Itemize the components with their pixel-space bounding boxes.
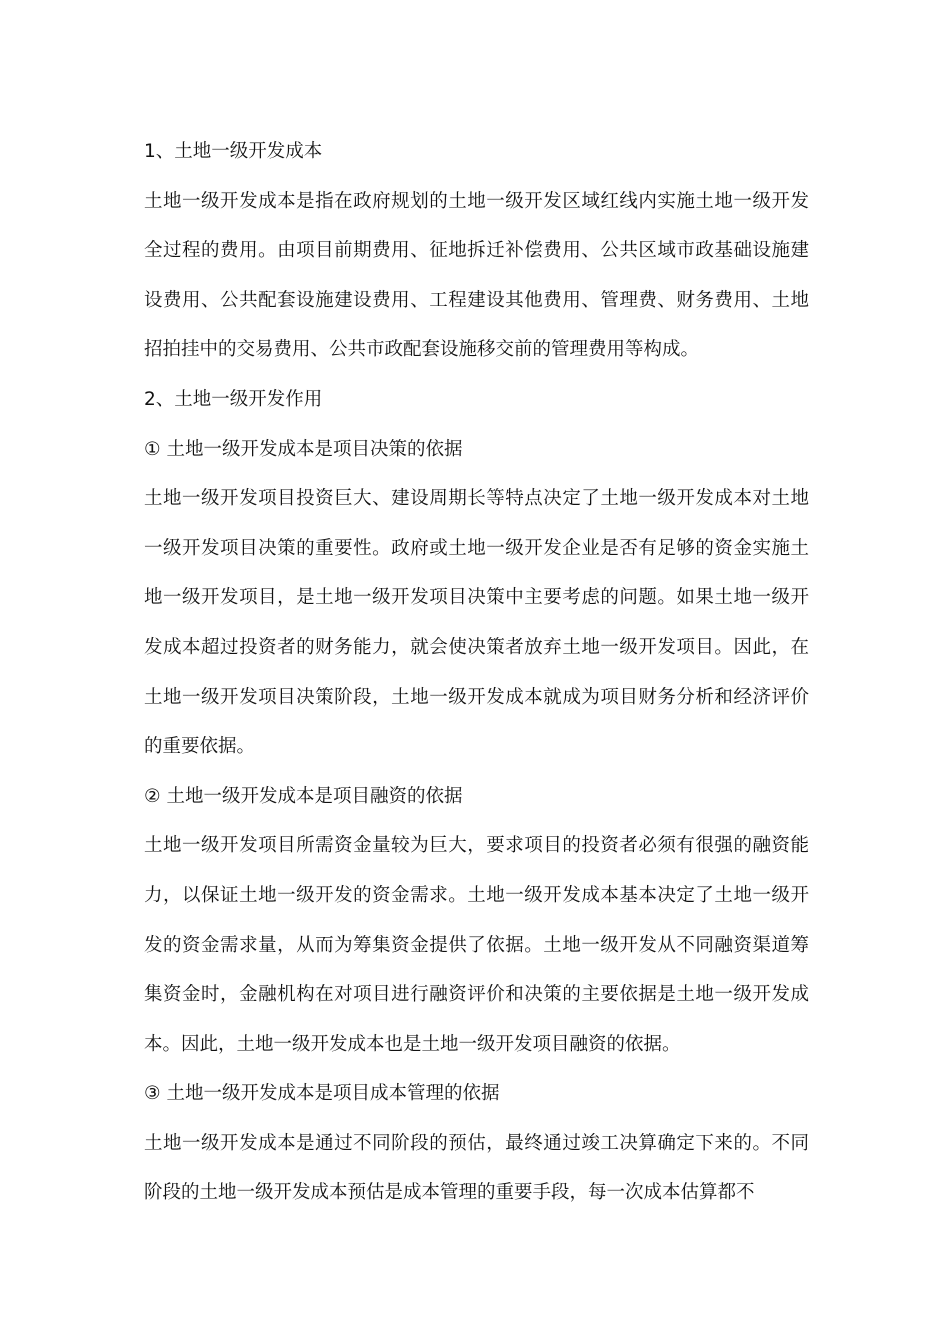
paragraph-financing-basis: 土地一级开发项目所需资金量较为巨大，要求项目的投资者必须有很强的融资能力，以保证土地一级开发的资金需求。土地一级开发成本基本决定了土地一级开发的资金需求量，从而为筹集资金提供了依据。土地一级开发从不同融资渠道筹集资金时，金融机构在对项目进行融资评价和决策的主要依据是土地一级开发成本。因此，土地一级开发成本也是土地一级开发项目融资的依据。 [144,835,809,1055]
section-heading-1: 1、土地一级开发成本 [144,141,323,162]
subheading-cost-management-basis: ③ 土地一级开发成本是项目成本管理的依据 [144,1083,500,1105]
paragraph-decision-basis: 土地一级开发项目投资巨大、建设周期长等特点决定了土地一级开发成本对土地一级开发项目决策的重要性。政府或土地一级开发企业是否有足够的资金实施土地一级开发项目，是土地一级开发项目决策中主要考虑的问题。如果土地一级开发成本超过投资者的财务能力，就会使决策者放弃土地一级开发项目。因此，在土地一级开发项目决策阶段，土地一级开发成本就成为项目财务分析和经济评价的重要依据。 [144,488,809,758]
subheading-decision-basis: ① 土地一级开发成本是项目决策的依据 [144,438,463,460]
subheading-financing-basis: ② 土地一级开发成本是项目融资的依据 [144,785,463,807]
paragraph-land-cost-definition: 土地一级开发成本是指在政府规划的土地一级开发区域红线内实施土地一级开发全过程的费用。由项目前期费用、征地拆迁补偿费用、公共区域市政基础设施建设费用、公共配套设施建设费用、工程建设其他费用、管理费、财务费用、土地招拍挂中的交易费用、公共市政配套设施移交前的管理费用等构成。 [144,190,809,361]
section-heading-2: 2、土地一级开发作用 [144,388,323,410]
document-body [144,127,809,1218]
paragraph-cost-management-basis: 土地一级开发成本是通过不同阶段的预估，最终通过竣工决算确定下来的。不同阶段的土地一级开发成本预估是成本管理的重要手段，每一次成本估算都不 [144,1132,809,1204]
